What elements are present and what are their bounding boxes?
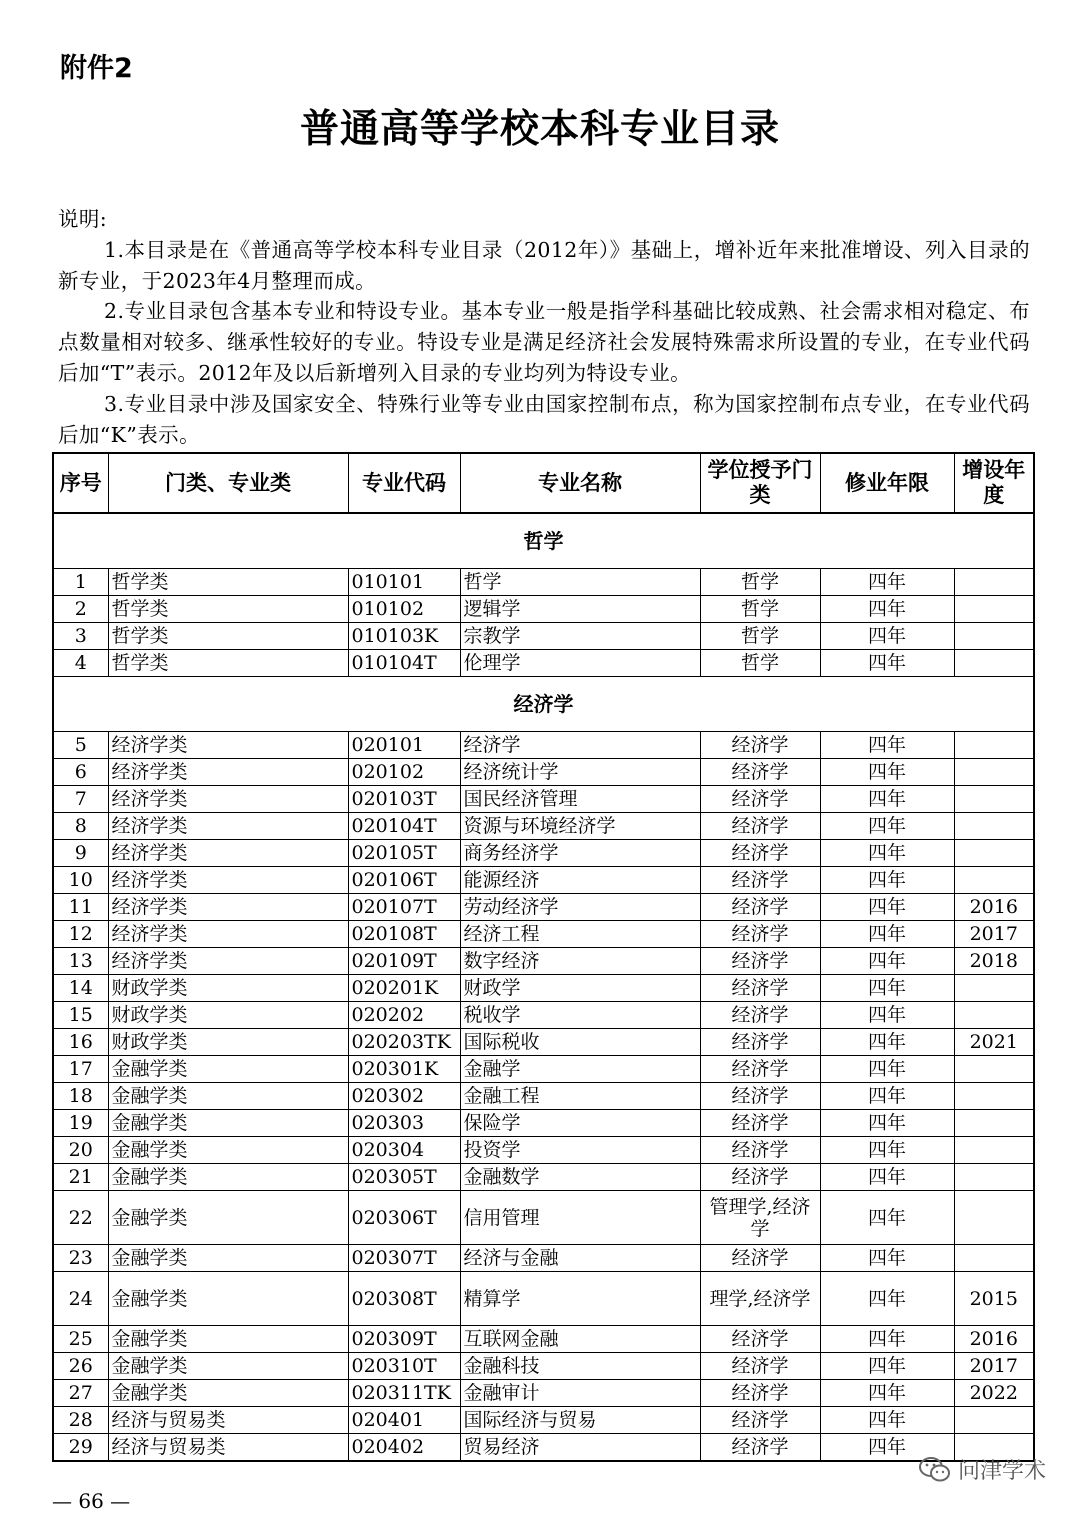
added-year (954, 1110, 1034, 1137)
table-row (53, 623, 1034, 650)
major-code: 020105T (348, 840, 460, 867)
major-code: 020304 (348, 1137, 460, 1164)
major-name: 能源经济 (460, 867, 700, 894)
added-year: 2016 (954, 1326, 1034, 1353)
row-number: 10 (53, 867, 108, 894)
attachment-label: 附件2 (60, 53, 133, 84)
category-cell: 经济学类 (108, 921, 348, 948)
note-item: 1.本目录是在《普通高等学校本科专业目录（2012年）》基础上，增补近年来批准增设、列入目录的新专业，于2023年4月整理而成。 (58, 237, 1030, 293)
major-code: 010103K (348, 623, 460, 650)
major-name: 税收学 (460, 1002, 700, 1029)
header-cell: 门类、专业类 (108, 453, 348, 513)
row-number: 15 (53, 1002, 108, 1029)
added-year (954, 1164, 1034, 1191)
category-cell: 财政学类 (108, 1029, 348, 1056)
major-name: 信用管理 (460, 1191, 700, 1245)
study-years: 四年 (820, 569, 954, 596)
header-cell: 专业代码 (348, 453, 460, 513)
category-cell: 财政学类 (108, 1002, 348, 1029)
study-years: 四年 (820, 921, 954, 948)
study-years: 四年 (820, 813, 954, 840)
category-cell: 财政学类 (108, 975, 348, 1002)
major-code: 020306T (348, 1191, 460, 1245)
added-year (954, 732, 1034, 759)
major-name: 保险学 (460, 1110, 700, 1137)
major-name: 互联网金融 (460, 1326, 700, 1353)
added-year: 2021 (954, 1029, 1034, 1056)
row-number: 17 (53, 1056, 108, 1083)
row-number: 3 (53, 623, 108, 650)
major-code: 020309T (348, 1326, 460, 1353)
major-name: 金融工程 (460, 1083, 700, 1110)
category-cell: 哲学类 (108, 596, 348, 623)
row-number: 8 (53, 813, 108, 840)
study-years: 四年 (820, 1002, 954, 1029)
discipline-name: 哲学 (53, 513, 1034, 569)
study-years: 四年 (820, 623, 954, 650)
major-code: 020202 (348, 1002, 460, 1029)
note-item: 3.专业目录中涉及国家安全、特殊行业等专业由国家控制布点，称为国家控制布点专业，在专业代码后加“K”表示。 (58, 391, 1030, 447)
row-number: 28 (53, 1407, 108, 1434)
major-name: 伦理学 (460, 650, 700, 677)
degree-category: 经济学 (700, 1353, 820, 1380)
table-row (53, 894, 1034, 921)
added-year (954, 813, 1034, 840)
major-code: 010104T (348, 650, 460, 677)
added-year (954, 569, 1034, 596)
degree-category: 经济学 (700, 759, 820, 786)
major-name: 金融审计 (460, 1380, 700, 1407)
study-years: 四年 (820, 1056, 954, 1083)
degree-category: 哲学 (700, 650, 820, 677)
table-row (53, 786, 1034, 813)
table-row (53, 1056, 1034, 1083)
study-years: 四年 (820, 650, 954, 677)
row-number: 9 (53, 840, 108, 867)
major-name: 贸易经济 (460, 1434, 700, 1462)
added-year (954, 1056, 1034, 1083)
category-cell: 哲学类 (108, 650, 348, 677)
major-name: 国民经济管理 (460, 786, 700, 813)
row-number: 13 (53, 948, 108, 975)
major-name: 投资学 (460, 1137, 700, 1164)
major-catalog-table (52, 452, 1035, 1462)
table-row (53, 1029, 1034, 1056)
study-years: 四年 (820, 894, 954, 921)
page-number: — 66 — (52, 1489, 131, 1513)
study-years: 四年 (820, 975, 954, 1002)
major-name: 金融科技 (460, 1353, 700, 1380)
header-cell: 专业名称 (460, 453, 700, 513)
degree-category: 经济学 (700, 786, 820, 813)
wechat-icon (918, 1456, 952, 1484)
category-cell: 经济与贸易类 (108, 1407, 348, 1434)
category-cell: 金融学类 (108, 1110, 348, 1137)
study-years: 四年 (820, 786, 954, 813)
row-number: 14 (53, 975, 108, 1002)
table-row (53, 1137, 1034, 1164)
major-name: 资源与环境经济学 (460, 813, 700, 840)
major-code: 020401 (348, 1407, 460, 1434)
table-row (53, 975, 1034, 1002)
degree-category: 经济学 (700, 1245, 820, 1272)
watermark (918, 1454, 1046, 1485)
category-cell: 哲学类 (108, 569, 348, 596)
category-cell: 经济学类 (108, 867, 348, 894)
major-name: 商务经济学 (460, 840, 700, 867)
notes-section (58, 204, 1030, 450)
major-name: 金融数学 (460, 1164, 700, 1191)
added-year (954, 596, 1034, 623)
degree-category: 经济学 (700, 1434, 820, 1462)
row-number: 5 (53, 732, 108, 759)
row-number: 26 (53, 1353, 108, 1380)
study-years: 四年 (820, 1029, 954, 1056)
row-number: 21 (53, 1164, 108, 1191)
table-row (53, 813, 1034, 840)
category-cell: 金融学类 (108, 1272, 348, 1326)
category-cell: 经济学类 (108, 732, 348, 759)
row-number: 23 (53, 1245, 108, 1272)
major-code: 020104T (348, 813, 460, 840)
row-number: 1 (53, 569, 108, 596)
notes-heading: 说明: (58, 207, 108, 231)
major-code: 020402 (348, 1434, 460, 1462)
category-cell: 经济学类 (108, 786, 348, 813)
study-years: 四年 (820, 596, 954, 623)
category-cell: 金融学类 (108, 1245, 348, 1272)
page-title: 普通高等学校本科专业目录 (299, 107, 780, 152)
degree-category: 经济学 (700, 1029, 820, 1056)
added-year (954, 650, 1034, 677)
major-code: 010102 (348, 596, 460, 623)
degree-category: 经济学 (700, 867, 820, 894)
study-years: 四年 (820, 1110, 954, 1137)
table-row (53, 1164, 1034, 1191)
added-year (954, 786, 1034, 813)
header-cell: 学位授予门类 (700, 453, 820, 513)
category-cell: 金融学类 (108, 1380, 348, 1407)
major-code: 020201K (348, 975, 460, 1002)
table-header-row (53, 453, 1034, 513)
degree-category: 经济学 (700, 948, 820, 975)
study-years: 四年 (820, 1407, 954, 1434)
added-year: 2017 (954, 921, 1034, 948)
major-name: 哲学 (460, 569, 700, 596)
row-number: 24 (53, 1272, 108, 1326)
degree-category: 哲学 (700, 569, 820, 596)
study-years: 四年 (820, 759, 954, 786)
added-year (954, 759, 1034, 786)
major-code: 020303 (348, 1110, 460, 1137)
discipline-group-row (53, 677, 1034, 732)
major-code: 020103T (348, 786, 460, 813)
table-row (53, 867, 1034, 894)
added-year (954, 1191, 1034, 1245)
row-number: 27 (53, 1380, 108, 1407)
degree-category: 经济学 (700, 1407, 820, 1434)
major-code: 020101 (348, 732, 460, 759)
major-name: 精算学 (460, 1272, 700, 1326)
major-code: 020302 (348, 1083, 460, 1110)
degree-category: 经济学 (700, 840, 820, 867)
category-cell: 金融学类 (108, 1137, 348, 1164)
table-row (53, 1407, 1034, 1434)
category-cell: 金融学类 (108, 1083, 348, 1110)
major-code: 020307T (348, 1245, 460, 1272)
category-cell: 经济学类 (108, 759, 348, 786)
row-number: 25 (53, 1326, 108, 1353)
added-year (954, 1245, 1034, 1272)
table-row (53, 759, 1034, 786)
degree-category: 哲学 (700, 596, 820, 623)
degree-category: 管理学,经济学 (700, 1191, 820, 1245)
study-years: 四年 (820, 1326, 954, 1353)
watermark-text: 问津学术 (957, 1459, 1046, 1484)
study-years: 四年 (820, 1083, 954, 1110)
major-code: 020106T (348, 867, 460, 894)
major-code: 020107T (348, 894, 460, 921)
degree-category: 经济学 (700, 1137, 820, 1164)
row-number: 19 (53, 1110, 108, 1137)
table-row (53, 1434, 1034, 1462)
category-cell: 金融学类 (108, 1056, 348, 1083)
major-name: 国际税收 (460, 1029, 700, 1056)
major-name: 宗教学 (460, 623, 700, 650)
study-years: 四年 (820, 948, 954, 975)
table-row (53, 1380, 1034, 1407)
category-cell: 金融学类 (108, 1326, 348, 1353)
degree-category: 经济学 (700, 1083, 820, 1110)
study-years: 四年 (820, 732, 954, 759)
row-number: 12 (53, 921, 108, 948)
study-years: 四年 (820, 1380, 954, 1407)
note-item: 2.专业目录包含基本专业和特设专业。基本专业一般是指学科基础比较成熟、社会需求相对稳定、布点数量相对较多、继承性较好的专业。特设专业是满足经济社会发展特殊需求所设置的专业，在专业代码后加“T”表示。2012年及以后新增列入目录的专业均列为特设专业。 (58, 299, 1030, 385)
major-name: 劳动经济学 (460, 894, 700, 921)
discipline-name: 经济学 (53, 677, 1034, 732)
major-code: 010101 (348, 569, 460, 596)
degree-category: 经济学 (700, 732, 820, 759)
degree-category: 经济学 (700, 921, 820, 948)
added-year: 2022 (954, 1380, 1034, 1407)
table-row (53, 1353, 1034, 1380)
discipline-group-row (53, 513, 1034, 569)
major-code: 020308T (348, 1272, 460, 1326)
category-cell: 哲学类 (108, 623, 348, 650)
major-code: 020305T (348, 1164, 460, 1191)
category-cell: 经济学类 (108, 948, 348, 975)
added-year (954, 975, 1034, 1002)
table-row (53, 840, 1034, 867)
header-cell: 修业年限 (820, 453, 954, 513)
row-number: 20 (53, 1137, 108, 1164)
added-year: 2017 (954, 1353, 1034, 1380)
degree-category: 哲学 (700, 623, 820, 650)
degree-category: 经济学 (700, 1002, 820, 1029)
study-years: 四年 (820, 1353, 954, 1380)
major-name: 经济统计学 (460, 759, 700, 786)
major-code: 020301K (348, 1056, 460, 1083)
added-year: 2015 (954, 1272, 1034, 1326)
row-number: 16 (53, 1029, 108, 1056)
row-number: 2 (53, 596, 108, 623)
study-years: 四年 (820, 1434, 954, 1462)
degree-category: 经济学 (700, 894, 820, 921)
added-year: 2016 (954, 894, 1034, 921)
header-cell: 序号 (53, 453, 108, 513)
major-name: 数字经济 (460, 948, 700, 975)
major-name: 国际经济与贸易 (460, 1407, 700, 1434)
degree-category: 经济学 (700, 1164, 820, 1191)
row-number: 22 (53, 1191, 108, 1245)
table-row (53, 1272, 1034, 1326)
added-year (954, 1002, 1034, 1029)
major-name: 财政学 (460, 975, 700, 1002)
row-number: 7 (53, 786, 108, 813)
added-year (954, 1137, 1034, 1164)
table-row (53, 569, 1034, 596)
degree-category: 经济学 (700, 1056, 820, 1083)
major-code: 020108T (348, 921, 460, 948)
major-code: 020310T (348, 1353, 460, 1380)
study-years: 四年 (820, 840, 954, 867)
table-row (53, 732, 1034, 759)
major-name: 经济工程 (460, 921, 700, 948)
category-cell: 金融学类 (108, 1191, 348, 1245)
added-year (954, 623, 1034, 650)
degree-category: 经济学 (700, 975, 820, 1002)
table-row (53, 921, 1034, 948)
table-row (53, 596, 1034, 623)
header-cell: 增设年度 (954, 453, 1034, 513)
major-code: 020109T (348, 948, 460, 975)
table-row (53, 1110, 1034, 1137)
table-row (53, 1002, 1034, 1029)
study-years: 四年 (820, 1191, 954, 1245)
table-row (53, 1245, 1034, 1272)
row-number: 4 (53, 650, 108, 677)
category-cell: 金融学类 (108, 1164, 348, 1191)
added-year (954, 867, 1034, 894)
category-cell: 金融学类 (108, 1353, 348, 1380)
study-years: 四年 (820, 1272, 954, 1326)
major-name: 逻辑学 (460, 596, 700, 623)
major-name: 金融学 (460, 1056, 700, 1083)
study-years: 四年 (820, 867, 954, 894)
major-code: 020311TK (348, 1380, 460, 1407)
degree-category: 经济学 (700, 1326, 820, 1353)
table-row (53, 1326, 1034, 1353)
added-year (954, 840, 1034, 867)
major-name: 经济与金融 (460, 1245, 700, 1272)
added-year (954, 1083, 1034, 1110)
study-years: 四年 (820, 1137, 954, 1164)
table-row (53, 948, 1034, 975)
added-year (954, 1407, 1034, 1434)
degree-category: 经济学 (700, 1110, 820, 1137)
category-cell: 经济学类 (108, 813, 348, 840)
study-years: 四年 (820, 1164, 954, 1191)
degree-category: 经济学 (700, 813, 820, 840)
table-body (53, 513, 1034, 1461)
table-row (53, 1083, 1034, 1110)
row-number: 29 (53, 1434, 108, 1462)
major-code: 020203TK (348, 1029, 460, 1056)
row-number: 6 (53, 759, 108, 786)
row-number: 11 (53, 894, 108, 921)
table-row (53, 650, 1034, 677)
row-number: 18 (53, 1083, 108, 1110)
degree-category: 经济学 (700, 1380, 820, 1407)
major-name: 经济学 (460, 732, 700, 759)
major-code: 020102 (348, 759, 460, 786)
added-year: 2018 (954, 948, 1034, 975)
category-cell: 经济学类 (108, 840, 348, 867)
table-row (53, 1191, 1034, 1245)
study-years: 四年 (820, 1245, 954, 1272)
category-cell: 经济与贸易类 (108, 1434, 348, 1462)
degree-category: 理学,经济学 (700, 1272, 820, 1326)
category-cell: 经济学类 (108, 894, 348, 921)
